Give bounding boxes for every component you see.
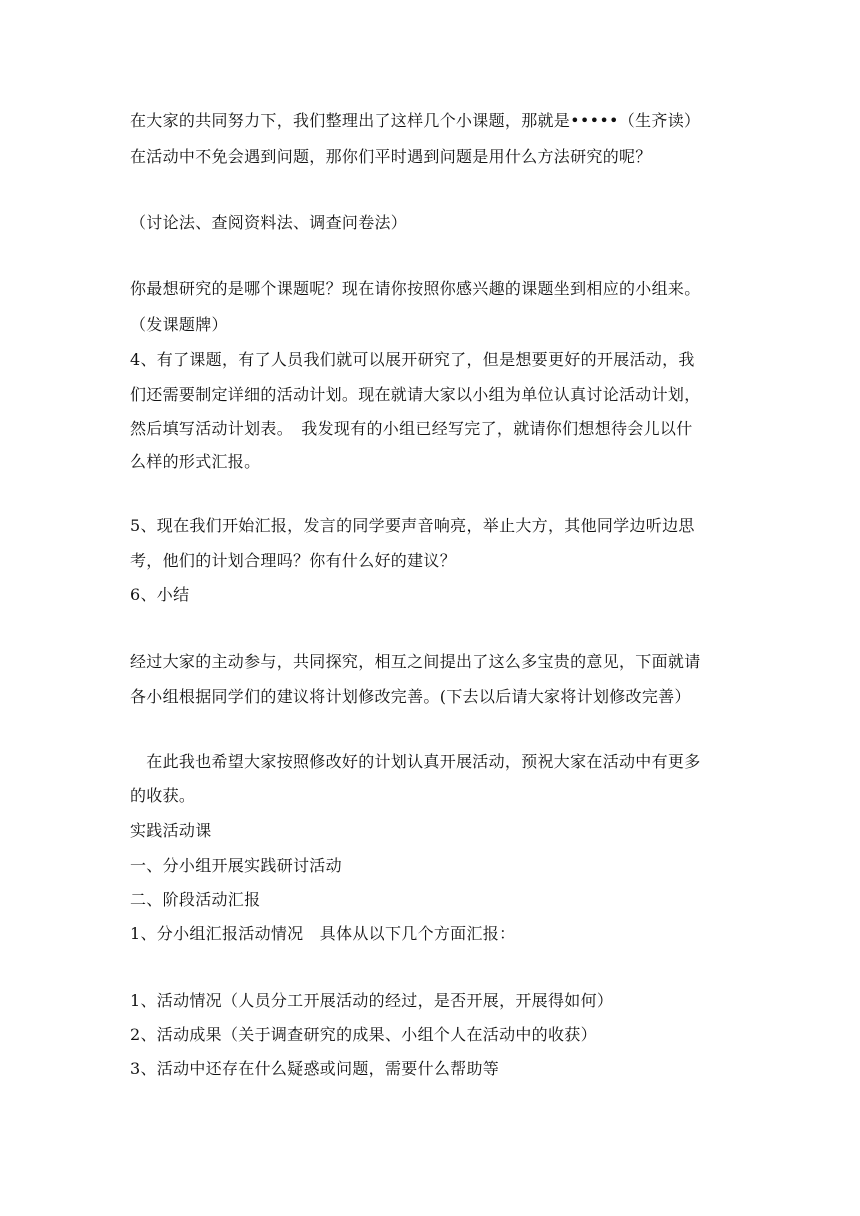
text-line: 在大家的共同努力下，我们整理出了这样几个小课题，那就是•••••（生齐读） <box>130 111 701 130</box>
section-heading: 实践活动课 <box>130 821 212 840</box>
text-line: 们还需要制定详细的活动计划。现在就请大家以小组为单位认真讨论活动计划， <box>130 385 701 404</box>
text-line: 在此我也希望大家按照修改好的计划认真开展活动，预祝大家在活动中有更多 <box>130 752 701 771</box>
text-line: 4、有了课题，有了人员我们就可以展开研究了，但是想要更好的开展活动，我 <box>130 350 695 369</box>
section-heading: 6、小结 <box>130 585 190 604</box>
list-item: 一、分小组开展实践研讨活动 <box>130 856 342 875</box>
text-line: 各小组根据同学们的建议将计划修改完善。(下去以后请大家将计划修改完善） <box>130 687 691 706</box>
list-item: 1、分小组汇报活动情况 具体从以下几个方面汇报： <box>130 924 516 943</box>
text-line: 么样的形式汇报。 <box>130 452 261 471</box>
list-item: 二、阶段活动汇报 <box>130 890 261 909</box>
text-line: 的收获。 <box>130 786 196 805</box>
text-line: 经过大家的主动参与，共同探究，相互之间提出了这么多宝贵的意见，下面就请 <box>130 652 701 671</box>
text-line: （发课题牌） <box>130 315 228 334</box>
text-line: 在活动中不免会遇到问题，那你们平时遇到问题是用什么方法研究的呢？ <box>130 147 652 166</box>
list-item: 3、活动中还存在什么疑惑或问题，需要什么帮助等 <box>130 1059 500 1078</box>
text-line: 然后填写活动计划表。 我发现有的小组已经写完了，就请你们想想待会儿以什 <box>130 419 693 438</box>
text-line: （讨论法、查阅资料法、调查问卷法） <box>130 213 408 232</box>
text-line: 考，他们的计划合理吗？你有什么好的建议？ <box>130 551 457 570</box>
list-item: 1、活动情况（人员分工开展活动的经过，是否开展，开展得如何） <box>130 991 614 1010</box>
text-line: 你最想研究的是哪个课题呢？现在请你按照你感兴趣的课题坐到相应的小组来。 <box>130 279 701 298</box>
text-line: 5、现在我们开始汇报，发言的同学要声音响亮，举止大方，其他同学边听边思 <box>130 516 695 535</box>
list-item: 2、活动成果（关于调查研究的成果、小组个人在活动中的收获） <box>130 1025 597 1044</box>
